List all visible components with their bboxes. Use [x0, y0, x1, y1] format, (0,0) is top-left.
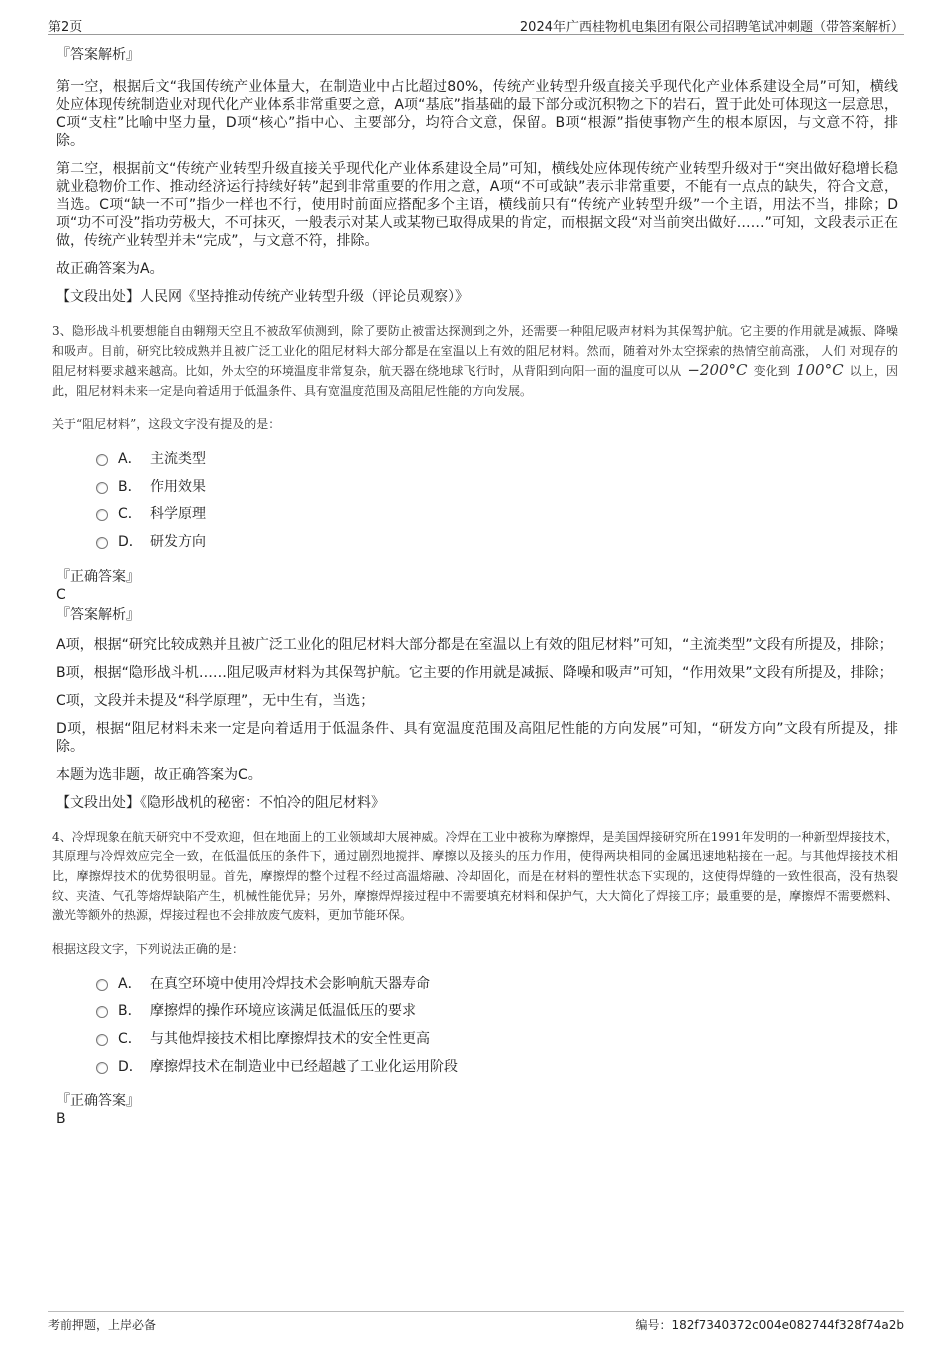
- radio-icon[interactable]: [96, 509, 108, 521]
- radio-icon[interactable]: [96, 537, 108, 549]
- q3-option-b[interactable]: B． 作用效果: [96, 477, 898, 505]
- q2-source: 【文段出处】人民网《坚持推动传统产业转型升级（评论员观察）》: [56, 289, 469, 305]
- page-footer: [48, 1311, 904, 1336]
- q3-analysis-b: B项，根据“隐形战斗机……阻尼吸声材料为其保驾护航。它主要的作用就是减振、降噪和吸声”可知，“作用效果”文段有所提及，排除；: [56, 664, 893, 681]
- q3-analysis-d: D项，根据“阻尼材料未来一定是向着适用于低温条件、具有宽温度范围及高阻尼性能的方向发展”可知，“研发方向”文段有所提及，排除。: [56, 720, 898, 755]
- q3-option-d[interactable]: D． 研发方向: [96, 532, 898, 560]
- q4-option-a[interactable]: A． 在真空环境中使用冷焊技术会影响航天器寿命: [96, 974, 898, 1002]
- q4-stem: 根据这段文字，下列说法正确的是：: [52, 941, 245, 956]
- q4-passage: 4、冷焊现象在航天研究中不受欢迎，但在地面上的工业领域却大展神威。冷焊在工业中被称为摩擦焊，是美国焊接研究所在1991年发明的一种新型焊接技术，其原理与冷焊效应完全一致，在低温低压的条件下，通过剧烈地搅拌、摩擦以及接头的压力作用，使得两块相同的金属迅速地粘接在一起。与其他焊接技术相比，摩擦焊技术的优势很明显。首先，摩擦焊的整个过程不经过高温熔融、冷却固化，而是在材料的塑性状态下实现的，这使得焊缝的一致性很高，没有热裂纹、夹渣、气孔等熔焊缺陷产生，机械性能优异；另外，摩擦焊焊接过程中不需要填充材料和保护气，大大简化了焊接工序；最重要的是，摩擦焊不需要燃料、激光等额外的热源，焊接过程也不会排放废气废料，更加节能环保。: [52, 829, 898, 923]
- q2-conclusion: 故正确答案为A。: [56, 261, 164, 277]
- radio-icon[interactable]: [96, 454, 108, 466]
- radio-icon[interactable]: [96, 1034, 108, 1046]
- q4-option-d[interactable]: D． 摩擦焊技术在制造业中已经超越了工业化运用阶段: [96, 1057, 898, 1085]
- q4-answer-label: 『正确答案』: [56, 1093, 140, 1110]
- q3-conclusion: 本题为选非题，故正确答案为C。: [56, 766, 262, 783]
- temp-high-formula: 100°C: [795, 361, 844, 379]
- page-content: [52, 46, 898, 1134]
- q4-answer: B: [56, 1111, 66, 1128]
- q4-option-b[interactable]: B． 摩擦焊的操作环境应该满足低温低压的要求: [96, 1001, 898, 1029]
- temp-low-formula: −200°C: [687, 361, 748, 379]
- q2-analysis-label: 『答案解析』: [56, 47, 140, 63]
- q3-analysis-a: A项，根据“研究比较成熟并且被广泛工业化的阻尼材料大部分都是在室温以上有效的阻尼材料”可知，“主流类型”文段有所提及，排除；: [56, 636, 893, 653]
- q3-analysis-label: 『答案解析』: [56, 606, 140, 623]
- q3-answer: C: [56, 586, 66, 603]
- document-id: 编号：182f7340372c004e082744f328f74a2b: [635, 1318, 904, 1332]
- q3-option-a[interactable]: A． 主流类型: [96, 449, 898, 477]
- q2-analysis-para-1: 第一空，根据后文“我国传统产业体量大，在制造业中占比超过80%，传统产业转型升级直接关乎现代化产业体系建设全局”可知，横线处应体现传统制造业对现代化产业体系非常重要之意，A项“基底”指基础的最下部分或沉积物之下的岩石，置于此处可体现这一层意思，C项“支柱”比喻中坚力量，D项“核心”指中心、主要部分，均符合文意，保留。B项“根源”指使事物产生的根本原因，与文意不符，排除。: [56, 79, 898, 149]
- q3-stem: 关于“阻尼材料”，这段文字没有提及的是：: [52, 417, 281, 431]
- document-title: 2024年广西桂物机电集团有限公司招聘笔试冲刺题（带答案解析）: [519, 20, 904, 35]
- q4-options: [96, 974, 898, 1085]
- q3-option-c[interactable]: C． 科学原理: [96, 504, 898, 532]
- radio-icon[interactable]: [96, 979, 108, 991]
- radio-icon[interactable]: [96, 1006, 108, 1018]
- footer-slogan: 考前押题，上岸必备: [48, 1318, 157, 1332]
- q2-analysis-para-2: 第二空，根据前文“传统产业转型升级直接关乎现代化产业体系建设全局”可知，横线处应体现传统产业转型升级对于“突出做好稳增长稳就业稳物价工作、推动经济运行持续好转”起到非常重要的作用之意，A项“不可或缺”表示非常重要，不能有一点点的缺失，符合文意，当选。C项“缺一不可”指少一样也不行，使用时前面应搭配多个主语，横线前只有“传统产业转型升级”一个主语，用法不当，排除；D项“功不可没”指功劳极大，不可抹灭，一般表示对某人或某物已取得成果的肯定，而根据文段“对当前突出做好……”可知，文段表示正在做，传统产业转型并未“完成”，与文意不符，排除。: [56, 161, 898, 249]
- page-number: 第2页: [48, 20, 83, 35]
- radio-icon[interactable]: [96, 482, 108, 494]
- q4-option-c[interactable]: C． 与其他焊接技术相比摩擦焊技术的安全性更高: [96, 1029, 898, 1057]
- q3-options: [96, 449, 898, 560]
- q3-source: 【文段出处】《隐形战机的秘密：不怕冷的阻尼材料》: [56, 794, 385, 811]
- q3-passage: 3、隐形战斗机要想能自由翱翔天空且不被敌军侦测到，除了要防止被雷达探测到之外，还需要一种阻尼吸声材料为其保驾护航。它主要的作用就是减振、降噪和吸声。目前，研究比较成熟并且被广泛工业化的阻尼材料大部分都是在室温以上有效的阻尼材料。然而，随着对外太空探索的热情空前高涨， 人们 对现存的阻尼材料要求越来越高。比如，外太空的环境温度非常复杂，航天器在绕地球飞行时，从背阳到向阳一面的温度可以从 −200°C 变化到 100°C 以上，因此，阻尼材料未来一定是向着适用于低温条件、具有宽温度范围及高阻尼性能的方向发展。: [52, 324, 898, 398]
- q3-analysis-c: C项，文段并未提及“科学原理”，无中生有，当选；: [56, 692, 375, 709]
- q3-answer-label: 『正确答案』: [56, 568, 140, 585]
- page-header: [48, 14, 904, 35]
- radio-icon[interactable]: [96, 1062, 108, 1074]
